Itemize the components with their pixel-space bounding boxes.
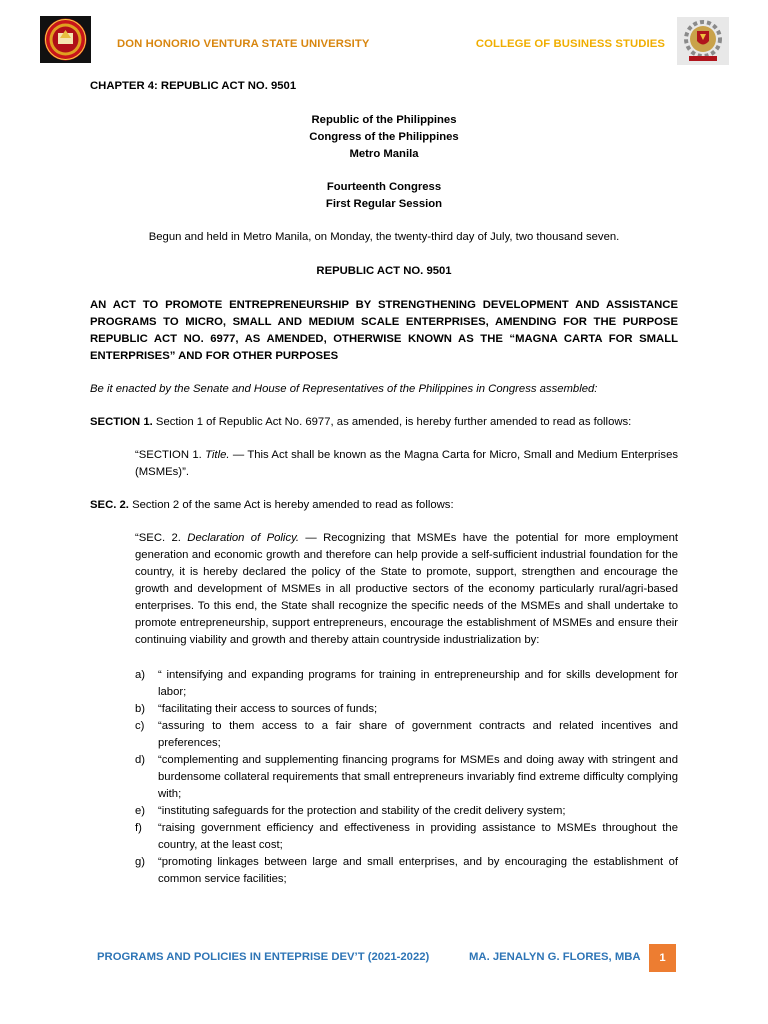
section-1-quote-prefix: “SECTION 1. (135, 449, 206, 461)
section-1-quote (135, 447, 678, 481)
section-2-quote-prefix: “SEC. 2. (135, 532, 188, 544)
section-2-quote (135, 530, 678, 649)
list-item (135, 718, 678, 752)
list-marker: e) (135, 805, 146, 817)
list-item (135, 752, 678, 803)
list-item-text: “facilitating their access to sources of funds; (158, 703, 378, 715)
list-item-text: “assuring to them access to a fair share of government contracts and related incentives and preferences; (158, 720, 678, 749)
list-marker: d) (135, 754, 146, 766)
college-gear-logo (677, 17, 729, 65)
section-2-label: SEC. 2. (90, 499, 129, 511)
list-item (135, 803, 678, 820)
section-2-intro (90, 497, 678, 514)
list-marker: g) (135, 856, 146, 868)
act-description: AN ACT TO PROMOTE ENTREPRENEURSHIP BY STRENGTHENING DEVELOPMENT AND ASSISTANCE PROGRAMS TO MICRO, SMALL AND MEDIUM SCALE ENTERPRISES, AMENDING FOR THE PURPOSE REPUBLIC ACT NO. 6977, AS AMENDED, OTHERWISE KNOWN AS THE “MAGNA CARTA FOR SMALL ENTERPRISES” AND FOR OTHER PURPOSES (90, 299, 678, 362)
list-item (135, 820, 678, 854)
document-body (90, 78, 678, 888)
list-item-text: “raising government efficiency and effectiveness in providing assistance to MSMEs throughout the country, at the least cost; (158, 822, 678, 851)
chapter-title: CHAPTER 4: REPUBLIC ACT NO. 9501 (90, 80, 297, 92)
section-1-label: SECTION 1. (90, 416, 153, 428)
section-1-intro (90, 414, 678, 431)
preamble-line: Fourteenth Congress (326, 181, 442, 193)
page-number-badge: 1 (649, 944, 676, 972)
list-item-text: “instituting safeguards for the protection and stability of the credit delivery system; (158, 805, 566, 817)
enacting-clause: Be it enacted by the Senate and House of Representatives of the Philippines in Congress assembled: (90, 383, 598, 395)
list-marker: f) (135, 822, 142, 834)
begun-statement: Begun and held in Metro Manila, on Monday, the twenty-third day of July, two thousand seven. (148, 231, 620, 243)
university-seal-logo (40, 16, 91, 63)
section-2-quote-text: — Recognizing that MSMEs have the potential for more employment generation and economic growth and therefore can help provide a self-sufficient industrial foundation for the country, it is hereby declared the policy of the State to promote, support, strengthen and encourage the growth and development of MSMEs in all productive sectors of the economy particularly rural/agri-based enterprises. To this end, the State shall recognize the specific needs of the MSMEs and shall undertake to promote entrepreneurship, support entrepreneurs, encourage the establishment of MSMEs and ensure their continuing viability and growth and thereby attain countryside industrialization by: (135, 532, 678, 646)
list-marker: a) (135, 669, 146, 681)
list-item-text: “promoting linkages between large and small enterprises, and by encouraging the establishment of common service facilities; (158, 856, 678, 885)
list-marker: b) (135, 703, 146, 715)
act-title: REPUBLIC ACT NO. 9501 (316, 265, 452, 277)
header-college-name: COLLEGE OF BUSINESS STUDIES (475, 38, 665, 50)
footer-course-title: PROGRAMS AND POLICIES IN ENTEPRISE DEV’T (2021-2022) (97, 951, 430, 963)
list-item-text: “ intensifying and expanding programs for training in entrepreneurship and for skills development for labor; (158, 669, 678, 698)
list-item (135, 701, 678, 718)
list-item-text: “complementing and supplementing financing programs for MSMEs and doing away with stringent and burdensome collateral requirements that small entrepreneurs invariably find extreme difficulty complying with; (158, 754, 678, 800)
list-marker: c) (135, 720, 145, 732)
preamble-line: Metro Manila (349, 148, 419, 160)
preamble-line: Congress of the Philippines (309, 131, 459, 143)
list-item (135, 854, 678, 888)
preamble-line: Republic of the Philippines (311, 114, 457, 126)
section-1-quote-text: — This Act shall be known as the Magna Carta for Micro, Small and Medium Enterprises (MSMEs)”. (135, 449, 678, 478)
policy-list (135, 667, 678, 888)
footer-author: MA. JENALYN G. FLORES, MBA (469, 951, 641, 963)
section-2-quote-title: Declaration of Policy. (187, 532, 300, 544)
section-2-text: Section 2 of the same Act is hereby amended to read as follows: (128, 499, 454, 511)
header-university-name: DON HONORIO VENTURA STATE UNIVERSITY (117, 38, 370, 50)
section-1-quote-title: Title. (205, 449, 230, 461)
preamble-line: First Regular Session (325, 198, 443, 210)
list-item (135, 667, 678, 701)
section-1-text: Section 1 of Republic Act No. 6977, as amended, is hereby further amended to read as follows: (152, 416, 632, 428)
